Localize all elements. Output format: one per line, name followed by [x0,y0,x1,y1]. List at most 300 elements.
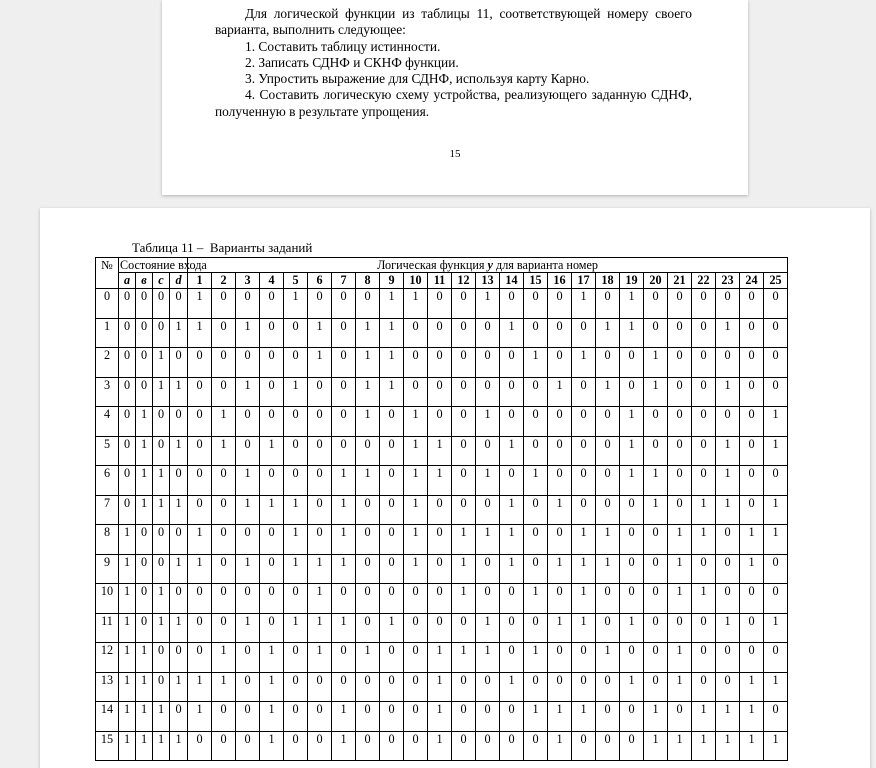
function-value-cell: 0 [452,702,476,732]
table-row [96,348,788,378]
function-value-cell: 1 [620,289,644,319]
function-value-cell: 0 [620,554,644,584]
function-value-cell: 0 [668,613,692,643]
function-value-cell: 0 [332,377,356,407]
function-value-cell: 0 [236,407,260,437]
function-value-cell: 0 [500,643,524,673]
input-cell: 1 [153,495,170,525]
function-value-cell: 1 [572,613,596,643]
function-value-cell: 1 [716,466,740,496]
input-cell: 0 [170,407,188,437]
function-value-cell: 0 [572,466,596,496]
function-value-cell: 0 [404,318,428,348]
function-value-cell: 0 [332,407,356,437]
input-cell: 0 [119,348,136,378]
row-number: 15 [96,731,119,761]
function-value-cell: 0 [452,466,476,496]
input-cell: 1 [170,554,188,584]
function-value-cell: 0 [524,672,548,702]
function-value-cell: 0 [596,495,620,525]
function-value-cell: 0 [452,436,476,466]
function-value-cell: 0 [236,731,260,761]
input-cell: 1 [170,318,188,348]
function-value-cell: 0 [620,584,644,614]
table-row [96,377,788,407]
function-value-cell: 0 [740,348,764,378]
function-value-cell: 1 [212,407,236,437]
function-value-cell: 0 [284,318,308,348]
function-value-cell: 0 [356,495,380,525]
input-cell: 1 [136,702,153,732]
header-variant-3: 3 [236,273,260,289]
function-value-cell: 0 [692,289,716,319]
function-value-cell: 0 [428,318,452,348]
function-value-cell: 0 [188,377,212,407]
input-cell: 1 [153,702,170,732]
function-value-cell: 1 [428,672,452,702]
function-value-cell: 0 [596,289,620,319]
function-value-cell: 1 [308,554,332,584]
function-value-cell: 0 [716,584,740,614]
function-value-cell: 0 [620,525,644,555]
function-value-cell: 0 [356,672,380,702]
function-value-cell: 0 [452,348,476,378]
function-value-cell: 1 [236,495,260,525]
function-value-cell: 1 [620,466,644,496]
function-value-cell: 0 [260,584,284,614]
function-value-cell: 0 [524,495,548,525]
function-value-cell: 0 [308,289,332,319]
function-value-cell: 0 [380,672,404,702]
input-cell: 0 [136,318,153,348]
function-value-cell: 1 [644,377,668,407]
function-value-cell: 1 [596,525,620,555]
function-value-cell: 1 [236,554,260,584]
function-value-cell: 0 [716,672,740,702]
function-value-cell: 0 [764,466,788,496]
header-variant-12: 12 [452,273,476,289]
function-value-cell: 0 [236,348,260,378]
header-variant-16: 16 [548,273,572,289]
function-value-cell: 0 [452,731,476,761]
function-value-cell: 0 [428,348,452,378]
function-value-cell: 0 [524,318,548,348]
function-value-cell: 0 [524,377,548,407]
input-cell: 1 [119,643,136,673]
header-variant-9: 9 [380,273,404,289]
function-value-cell: 0 [692,554,716,584]
function-value-cell: 1 [668,554,692,584]
input-cell: 0 [136,377,153,407]
function-value-cell: 0 [548,318,572,348]
function-value-cell: 0 [668,702,692,732]
table-row [96,702,788,732]
header-variant-5: 5 [284,273,308,289]
function-value-cell: 1 [668,525,692,555]
function-value-cell: 1 [404,466,428,496]
function-value-cell: 1 [308,584,332,614]
function-value-cell: 0 [524,554,548,584]
function-value-cell: 0 [284,672,308,702]
function-value-cell: 0 [212,466,236,496]
function-value-cell: 0 [740,643,764,673]
function-value-cell: 0 [572,318,596,348]
function-value-cell: 0 [500,377,524,407]
function-value-cell: 1 [596,377,620,407]
input-cell: 0 [153,672,170,702]
function-value-cell: 0 [380,702,404,732]
row-number: 14 [96,702,119,732]
function-value-cell: 0 [644,613,668,643]
function-value-cell: 0 [332,436,356,466]
function-value-cell: 0 [260,289,284,319]
function-value-cell: 1 [188,554,212,584]
function-value-cell: 0 [644,643,668,673]
input-cell: 1 [136,407,153,437]
function-value-cell: 0 [716,554,740,584]
function-value-cell: 0 [284,348,308,378]
function-value-cell: 1 [284,289,308,319]
function-value-cell: 0 [452,289,476,319]
function-value-cell: 0 [692,377,716,407]
function-value-cell: 0 [308,407,332,437]
function-value-cell: 1 [332,731,356,761]
function-value-cell: 1 [476,289,500,319]
function-value-cell: 0 [668,289,692,319]
function-value-cell: 0 [260,407,284,437]
input-cell: 1 [136,436,153,466]
function-value-cell: 0 [716,525,740,555]
function-value-cell: 1 [284,613,308,643]
function-value-cell: 1 [332,525,356,555]
function-value-cell: 1 [740,702,764,732]
row-number: 2 [96,348,119,378]
function-value-cell: 1 [404,495,428,525]
function-value-cell: 0 [356,702,380,732]
function-value-cell: 1 [500,554,524,584]
function-value-cell: 0 [284,436,308,466]
function-value-cell: 0 [668,495,692,525]
function-value-cell: 0 [548,672,572,702]
function-value-cell: 0 [332,318,356,348]
function-value-cell: 1 [284,525,308,555]
function-value-cell: 0 [740,584,764,614]
function-value-cell: 0 [644,584,668,614]
function-value-cell: 1 [476,525,500,555]
header-variant-21: 21 [668,273,692,289]
input-cell: 1 [136,672,153,702]
row-number: 4 [96,407,119,437]
function-value-cell: 0 [452,318,476,348]
function-value-cell: 1 [404,436,428,466]
table-caption: Таблица 11 – Варианты заданий [132,240,313,255]
function-value-cell: 1 [524,348,548,378]
function-value-cell: 1 [188,672,212,702]
function-value-cell: 1 [428,731,452,761]
function-value-cell: 0 [548,289,572,319]
function-value-cell: 0 [428,407,452,437]
function-value-cell: 1 [212,643,236,673]
function-value-cell: 0 [452,613,476,643]
function-value-cell: 0 [356,525,380,555]
table-row [96,436,788,466]
function-value-cell: 0 [284,584,308,614]
header-function-prefix: Логическая функция [377,258,488,272]
input-cell: 1 [136,495,153,525]
function-value-cell: 0 [212,318,236,348]
instruction-step: 2. Записать СДНФ и СКНФ функции. [245,54,459,70]
input-cell: 1 [119,554,136,584]
input-cell: 0 [170,702,188,732]
table-row [96,318,788,348]
function-value-cell: 1 [524,643,548,673]
function-value-cell: 0 [308,436,332,466]
function-value-cell: 0 [260,554,284,584]
function-value-cell: 0 [500,584,524,614]
header-variant-17: 17 [572,273,596,289]
function-value-cell: 1 [212,672,236,702]
function-value-cell: 1 [548,377,572,407]
function-value-cell: 0 [236,702,260,732]
function-value-cell: 0 [380,584,404,614]
function-value-cell: 1 [308,643,332,673]
function-value-cell: 1 [356,377,380,407]
header-variant-1: 1 [188,273,212,289]
function-value-cell: 0 [740,466,764,496]
function-value-cell: 1 [524,466,548,496]
header-function-suffix: для варианта номер [492,258,599,272]
function-value-cell: 0 [356,731,380,761]
function-value-cell: 0 [188,436,212,466]
function-value-cell: 1 [500,495,524,525]
function-value-cell: 1 [644,348,668,378]
function-value-cell: 0 [212,495,236,525]
function-value-cell: 0 [332,643,356,673]
function-value-cell: 1 [620,436,644,466]
header-variant-23: 23 [716,273,740,289]
input-cell: 1 [153,377,170,407]
function-value-cell: 1 [716,702,740,732]
function-value-cell: 1 [356,348,380,378]
function-value-cell: 1 [188,525,212,555]
header-variant-11: 11 [428,273,452,289]
function-value-cell: 0 [620,702,644,732]
function-value-cell: 1 [692,495,716,525]
function-value-cell: 1 [620,613,644,643]
function-value-cell: 1 [404,289,428,319]
function-value-cell: 0 [452,495,476,525]
function-value-cell: 0 [356,436,380,466]
function-value-cell: 0 [764,584,788,614]
function-value-cell: 0 [452,407,476,437]
function-value-cell: 0 [500,613,524,643]
function-value-cell: 0 [644,407,668,437]
function-value-cell: 0 [668,436,692,466]
function-value-cell: 0 [620,643,644,673]
function-value-cell: 0 [260,377,284,407]
input-cell: 0 [136,289,153,319]
function-value-cell: 0 [716,348,740,378]
function-value-cell: 1 [260,672,284,702]
function-value-cell: 0 [476,554,500,584]
input-cell: 0 [153,554,170,584]
header-variant-15: 15 [524,273,548,289]
function-value-cell: 1 [716,613,740,643]
function-value-cell: 1 [452,554,476,584]
header-variant-6: 6 [308,273,332,289]
input-cell: 0 [153,318,170,348]
function-value-cell: 1 [740,672,764,702]
function-value-cell: 1 [644,495,668,525]
row-number: 9 [96,554,119,584]
row-number: 0 [96,289,119,319]
document-page-bottom [40,208,870,768]
function-value-cell: 0 [428,377,452,407]
header-variant-7: 7 [332,273,356,289]
function-value-cell: 1 [764,525,788,555]
function-value-cell: 1 [524,584,548,614]
input-cell: 1 [170,613,188,643]
function-value-cell: 0 [764,643,788,673]
function-value-cell: 0 [356,554,380,584]
function-value-cell: 0 [596,436,620,466]
function-value-cell: 1 [764,436,788,466]
function-value-cell: 0 [572,731,596,761]
function-value-cell: 1 [644,702,668,732]
row-number: 6 [96,466,119,496]
function-value-cell: 0 [284,466,308,496]
function-value-cell: 0 [572,377,596,407]
function-value-cell: 1 [716,495,740,525]
function-value-cell: 0 [380,466,404,496]
function-value-cell: 0 [548,466,572,496]
function-value-cell: 0 [188,731,212,761]
function-value-cell: 1 [380,289,404,319]
row-number: 7 [96,495,119,525]
function-value-cell: 1 [668,731,692,761]
table-row [96,289,788,319]
function-value-cell: 0 [548,525,572,555]
input-cell: 1 [153,348,170,378]
function-value-cell: 1 [668,643,692,673]
input-cell: 0 [170,348,188,378]
function-value-cell: 0 [692,643,716,673]
function-value-cell: 1 [764,613,788,643]
input-cell: 1 [153,466,170,496]
function-value-cell: 0 [236,584,260,614]
function-value-cell: 1 [572,289,596,319]
function-value-cell: 0 [428,613,452,643]
function-value-cell: 0 [308,731,332,761]
input-cell: 0 [170,525,188,555]
function-value-cell: 1 [692,702,716,732]
input-cell: 0 [119,289,136,319]
function-value-cell: 0 [548,643,572,673]
header-variant-22: 22 [692,273,716,289]
header-variant-10: 10 [404,273,428,289]
function-value-cell: 1 [620,407,644,437]
input-cell: 0 [170,289,188,319]
input-cell: 1 [153,584,170,614]
function-value-cell: 0 [692,407,716,437]
function-value-cell: 0 [476,377,500,407]
function-value-cell: 0 [740,289,764,319]
input-cell: 1 [170,495,188,525]
function-value-cell: 1 [428,436,452,466]
function-value-cell: 0 [212,377,236,407]
function-value-cell: 0 [692,436,716,466]
function-value-cell: 1 [476,466,500,496]
function-value-cell: 0 [212,525,236,555]
function-value-cell: 0 [572,672,596,702]
function-value-cell: 1 [236,377,260,407]
function-value-cell: 0 [644,318,668,348]
function-value-cell: 0 [476,584,500,614]
function-value-cell: 0 [380,407,404,437]
function-value-cell: 1 [764,495,788,525]
input-cell: 0 [119,436,136,466]
function-value-cell: 0 [428,289,452,319]
task-instructions [215,6,692,120]
header-input-4: d [170,273,188,289]
function-value-cell: 0 [308,672,332,702]
function-value-cell: 1 [764,672,788,702]
function-value-cell: 1 [260,643,284,673]
function-value-cell: 1 [332,613,356,643]
input-cell: 1 [119,731,136,761]
function-value-cell: 0 [428,495,452,525]
header-input-2: в [136,273,153,289]
function-value-cell: 1 [356,643,380,673]
function-value-cell: 0 [356,289,380,319]
table-header-row [96,258,788,273]
function-value-cell: 0 [188,613,212,643]
function-value-cell: 0 [356,613,380,643]
function-value-cell: 1 [356,318,380,348]
function-value-cell: 1 [764,407,788,437]
table-row [96,613,788,643]
function-value-cell: 1 [500,318,524,348]
function-value-cell: 0 [284,731,308,761]
input-cell: 1 [170,731,188,761]
row-number: 1 [96,318,119,348]
instruction-step: 3. Упростить выражение для СДНФ, используя карту Карно. [245,71,590,87]
function-value-cell: 0 [572,407,596,437]
function-value-cell: 1 [476,407,500,437]
table-row [96,731,788,761]
function-value-cell: 0 [524,407,548,437]
header-variant-4: 4 [260,273,284,289]
function-value-cell: 0 [260,318,284,348]
function-value-cell: 1 [548,613,572,643]
function-value-cell: 0 [524,436,548,466]
function-value-cell: 0 [188,348,212,378]
function-value-cell: 0 [188,643,212,673]
function-value-cell: 0 [764,289,788,319]
function-value-cell: 0 [692,348,716,378]
header-input-state: Состояние входа [120,258,207,272]
function-value-cell: 1 [332,466,356,496]
function-value-cell: 0 [596,466,620,496]
input-cell: 0 [136,554,153,584]
function-value-cell: 1 [572,702,596,732]
function-value-cell: 0 [284,643,308,673]
row-number: 5 [96,436,119,466]
function-value-cell: 0 [428,525,452,555]
header-variant-18: 18 [596,273,620,289]
function-value-cell: 0 [668,407,692,437]
input-cell: 0 [136,584,153,614]
